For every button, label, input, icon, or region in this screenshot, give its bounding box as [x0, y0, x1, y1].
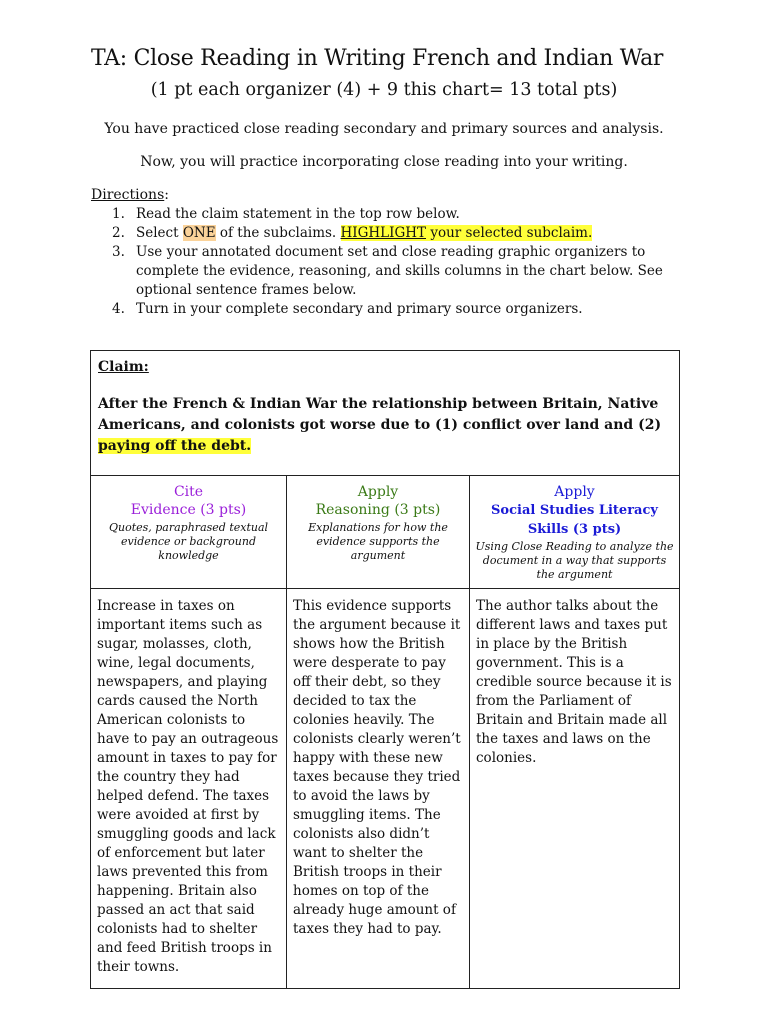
header-description: Explanations for how the evidence supports the argument — [308, 521, 448, 562]
evidence-response: Increase in taxes on important items such as sugar, molasses, cloth, wine, legal documents, newspapers, and playing cards caused the North American colonists to have to pay an outrageous amount in taxes to pay for the country they had helped defend. The taxes were avoided at first by smuggling goods and lack of enforcement but later laws prevented this from happening. Britain also passed an act that said colonists had to shelter and feed British troops in their towns. — [91, 589, 287, 989]
skills-response: The author talks about the different laws and taxes put in place by the British government. This is a credible source because it is from the Parliament of Britain and Britain made all the taxes and laws on the colonies. — [470, 589, 680, 989]
claim-row — [91, 351, 680, 476]
header-line-1: Apply — [357, 484, 399, 500]
header-line-1: Apply — [554, 484, 595, 500]
header-line-1: Cite — [173, 484, 204, 500]
intro-line-2: Now, you will practice incorporating close reading into your writing. — [140, 154, 628, 170]
header-line-2: Evidence (3 pts) — [130, 502, 247, 518]
directions-heading — [91, 187, 169, 203]
direction-text-mid: of the subclaims. — [215, 225, 341, 241]
header-description: Using Close Reading to analyze the document in a way that supports the argument — [475, 540, 674, 581]
claim-cell — [91, 351, 680, 476]
header-row — [91, 476, 680, 589]
header-line-2: Reasoning (3 pts) — [315, 502, 441, 518]
direction-number: 2. — [112, 225, 125, 241]
one-highlight: ONE — [182, 225, 216, 241]
reasoning-response: This evidence supports the argument because it shows how the British were desperate to pay off their debt, so they decided to tax the colonies heavily. The colonists clearly weren’t happy with these new taxes because they tried to avoid the laws by smuggling items. The colonists also didn’t want to shelter the British troops in their homes on top of the already huge amount of taxes they had to pay. — [287, 589, 470, 989]
intro-line-1: You have practiced close reading secondary and primary sources and analysis. — [104, 121, 664, 137]
header-reasoning — [287, 476, 470, 589]
direction-number: 3. — [112, 244, 125, 260]
claim-label: Claim: — [98, 359, 149, 375]
direction-text-post: your selected subclaim. — [426, 225, 593, 241]
directions-list — [91, 205, 691, 319]
claim-statement — [98, 394, 672, 457]
directions-colon: : — [164, 187, 169, 203]
claim-text: After the French & Indian War the relationship between Britain, Native Americans, and colonists got worse due to (1) conflict over land and (2) — [98, 396, 662, 433]
direction-number: 1. — [112, 206, 125, 222]
direction-text: Read the claim statement in the top row below. — [136, 206, 460, 222]
direction-text: Turn in your complete secondary and primary source organizers. — [136, 301, 583, 317]
page-title: TA: Close Reading in Writing French and Indian War — [91, 46, 664, 71]
header-line-2: Social Studies Literacy Skills (3 pts) — [491, 503, 658, 537]
response-row — [91, 589, 680, 989]
claim-highlight: paying off the debt. — [98, 438, 252, 454]
header-evidence — [91, 476, 287, 589]
direction-item-4 — [91, 300, 691, 319]
direction-item-2 — [91, 224, 691, 243]
highlight-word: HIGHLIGHT — [340, 225, 427, 241]
claim-evidence-chart — [90, 350, 680, 989]
direction-text-pre: Select — [136, 225, 183, 241]
direction-number: 4. — [112, 301, 125, 317]
header-skills — [470, 476, 680, 589]
points-subtitle: (1 pt each organizer (4) + 9 this chart= 13 total pts) — [150, 80, 618, 100]
header-description: Quotes, paraphrased textual evidence or background knowledge — [108, 521, 269, 562]
directions-label: Directions — [91, 187, 165, 203]
direction-text: Use your annotated document set and close reading graphic organizers to complete the evidence, reasoning, and skills columns in the chart below. See optional sentence frames below. — [136, 244, 663, 298]
direction-item-3 — [91, 243, 691, 300]
direction-item-1 — [91, 205, 691, 224]
